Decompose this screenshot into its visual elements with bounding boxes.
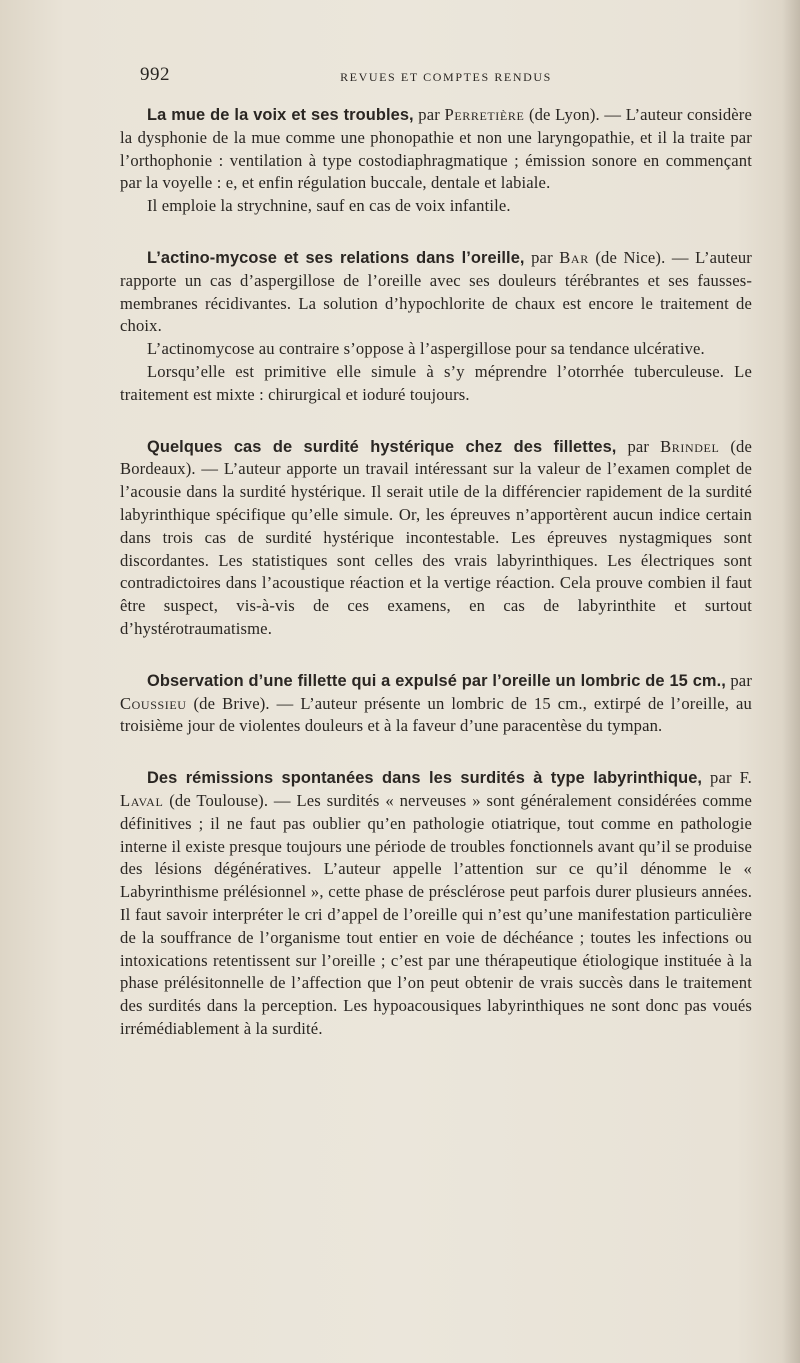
article-paragraph: Il emploie la strychnine, sauf en cas de voix infantile. — [147, 196, 511, 216]
article-author: Bar — [559, 247, 589, 267]
article-lead-paragraph — [120, 767, 752, 1041]
article-author: Laval — [120, 790, 164, 810]
article-title: Observation d’une fillette qui a expulsé par l’oreille un lombric de 15 cm., — [147, 671, 726, 690]
article-title: Quelques cas de surdité hystérique chez des fillettes, — [147, 437, 617, 456]
article-lead-paragraph — [120, 436, 752, 641]
article-lead-paragraph — [120, 247, 752, 338]
article-lombric — [120, 670, 752, 738]
article-lead-paragraph — [120, 670, 752, 738]
article-by: par — [616, 436, 661, 456]
article-by: par F. — [702, 768, 752, 788]
article-remissions-spontanees — [120, 767, 752, 1041]
article-title: La mue de la voix et ses troubles, — [147, 106, 414, 124]
page-header — [140, 64, 752, 94]
article-surdite-hysterique — [120, 436, 752, 641]
article-title: Des rémissions spontanées dans les surdités à type labyrinthique, — [147, 769, 703, 788]
article-text: (de Brive). — L’auteur présente un lombric de 15 cm., extirpé de l’oreille, au troisième jour de violentes douleurs et à la faveur d’une paracentèse du tympan. — [120, 693, 752, 736]
article-paragraph: L’actinomycose au contraire s’oppose à l’aspergillose pour sa tendance ulcérative. — [147, 339, 705, 359]
article-title: L’actino-mycose et ses relations dans l’oreille, — [147, 248, 525, 267]
article-by: par — [524, 247, 560, 267]
article-text: (de Lyon). — L’auteur considère la dysphonie de la mue comme une phonopathie et non une laryngopathie, et il la traite par l’orthophonie : ventilation à type costodiaphragmatique ; émission sonore en commençant par la voyelle : e, et enfin régulation buccale, dentale et labiale. — [120, 105, 752, 193]
page-body — [120, 104, 752, 1070]
article-paragraph: Lorsqu’elle est primitive elle simule à s’y méprendre l’otorrhée tuberculeuse. Le traitement est mixte : chirurgical et ioduré toujours. — [120, 361, 752, 404]
article-mue-de-la-voix — [120, 104, 752, 218]
article-author: Brindel — [660, 436, 720, 456]
article-by: par — [413, 105, 445, 124]
article-lead-paragraph — [120, 104, 752, 195]
article-by: par — [725, 670, 752, 690]
article-actino-mycose — [120, 247, 752, 407]
article-text: (de Bordeaux). — L’auteur apporte un travail intéressant sur la valeur de l’examen complet de l’acousie dans la surdité hystérique. Il serait utile de la différencier rapidement de la surdité labyrinthique spécifique qu’elle simule. Or, les épreuves n’apportèrent aucun indice certain dans trois cas de surdité hystérique incontestable. Les épreuves nystagmiques sont discordantes. Les statistiques sont celles des vrais labyrinthiques. Les électriques sont contradictoires dans l’acoustique réaction et la vertige réaction. Cela prouve combien il faut être suspect, vis-à-vis de ces examens, en cas de labyrinthite et surtout d’hystérotraumatisme. — [120, 436, 753, 638]
running-title: REVUES ET COMPTES RENDUS — [340, 70, 552, 84]
article-text: (de Toulouse). — Les surdités « nerveuses » sont généralement considérées comme définitives ; il ne faut pas oublier qu’en pathologie otiatrique, tout comme en pathologie interne il existe presque toujours une période de troubles fonctionnels avant qu’il se produise des lésions dégénératives. L’auteur appelle l’attention sur ce qu’il dénomme le « Labyrinthisme prélésionnel », cette phase de présclérose peut parfois durer plusieurs années. Il faut savoir interpréter le cri d’appel de l’oreille qui n’est qu’une manifestation particulière de la souffrance de l’organisme tout entier en voie de déchéance ; toutes les infections ou intoxications retentissent sur l’oreille ; c’est par une thérapeutique étiologique instituée à la phase prélésitonnelle de l’affection que l’on peut obtenir de vrais succès dans le traitement des surdités dans la perception. Les hypoacousiques labyrinthiques ne sont donc pas voués irrémédiablement à la surdité. — [120, 790, 752, 1038]
page-number: 992 — [140, 64, 170, 85]
article-author: Coussieu — [120, 693, 187, 713]
article-text: (de Nice). — L’auteur rapporte un cas d’aspergillose de l’oreille avec ses douleurs térébrantes et ses fausses-membranes récidivantes. La solution d’hypochlorite de chaux est encore le traitement de choix. — [120, 247, 752, 336]
page-edge-shadow — [782, 0, 800, 1363]
article-author: Perretière — [444, 105, 525, 124]
